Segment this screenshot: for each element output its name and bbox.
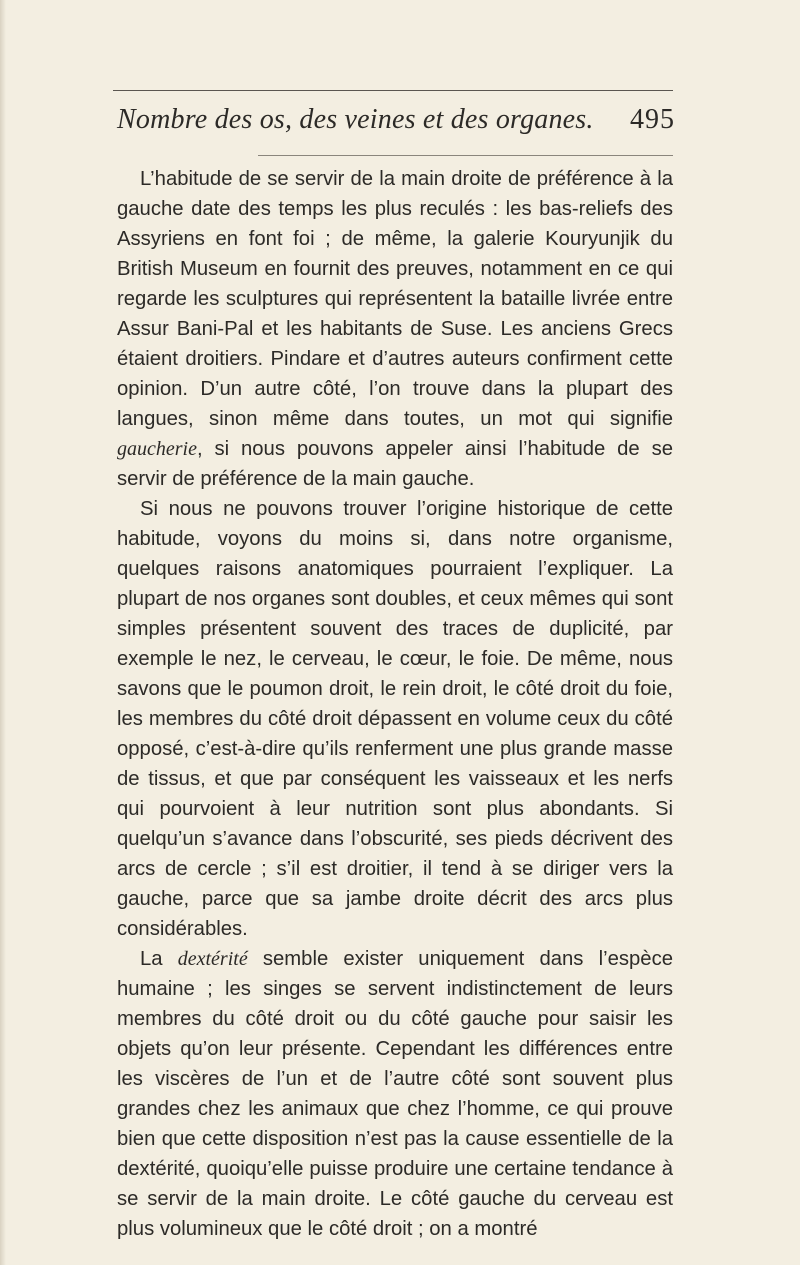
paragraph-1-text-a: L’habitude de se servir de la main droite de préférence à la gauche date des temps les plus reculés : les bas-reliefs des Assyriens en font foi ; de même, la galerie Kouryunjik du British Museum en fournit des preuves, notamment en ce qui regarde les sculptures qui représentent la bataille livrée entre Assur Bani-Pal et les habitants de Suse. Les anciens Grecs étaient droitiers. Pindare et d’autres auteurs confirment cette opinion. D’un autre côté, l’on trouve dans la plupart des langues, sinon même dans toutes, un mot qui signifie — [117, 168, 673, 430]
body-text — [117, 164, 673, 1244]
running-title: Nombre des os, des veines et des organes. — [117, 104, 594, 135]
page-gutter-shadow — [0, 0, 6, 1265]
paragraph-3-text-b: semble exister uniquement dans l’espèce humaine ; les singes se servent indistinctement de leurs membres du côté droit ou du côté gauche pour saisir les objets qu’on leur présente. Cependant les différences entre les viscères de l’un et de l’autre côté sont souvent plus grandes chez les animaux que chez l’homme, ce qui prouve bien que cette disposition n’est pas la cause essentielle de la dextérité, quoiqu’elle puisse produire une certaine tendance à se servir de la main droite. Le côté gauche du cerveau est plus volumineux que le côté droit ; on a montré — [117, 948, 674, 1240]
paragraph-1-text-b: , si nous pouvons appeler ainsi l’habitude de se servir de préférence de la main gauche. — [117, 438, 673, 490]
header-rule — [113, 90, 673, 91]
italic-term-gaucherie: gaucherie — [117, 438, 197, 460]
paragraph-3-text-a: La — [140, 948, 178, 970]
page-number: 495 — [630, 104, 675, 135]
running-header — [117, 104, 677, 144]
header-underline-rule — [258, 155, 673, 156]
paragraph-3 — [117, 944, 673, 1244]
italic-term-dexterite: dextérité — [177, 948, 248, 970]
paragraph-1 — [117, 164, 673, 494]
paragraph-2: Si nous ne pouvons trouver l’origine historique de cette habitude, voyons du moins si, dans notre organisme, quelques raisons anatomiques pourraient l’expliquer. La plupart de nos organes sont doubles, et ceux mêmes qui sont simples présentent souvent des traces de duplicité, par exemple le nez, le cerveau, le cœur, le foie. De même, nous savons que le poumon droit, le rein droit, le côté droit du foie, les membres du côté droit dépassent en volume ceux du côté opposé, c’est-à-dire qu’ils renferment une plus grande masse de tissus, et que par conséquent les vaisseaux et les nerfs qui pourvoient à leur nutrition sont plus abondants. Si quelqu’un s’avance dans l’obscurité, ses pieds décrivent des arcs de cercle ; s’il est droitier, il tend à se diriger vers la gauche, parce que sa jambe droite décrit des arcs plus considérables. — [117, 498, 673, 940]
